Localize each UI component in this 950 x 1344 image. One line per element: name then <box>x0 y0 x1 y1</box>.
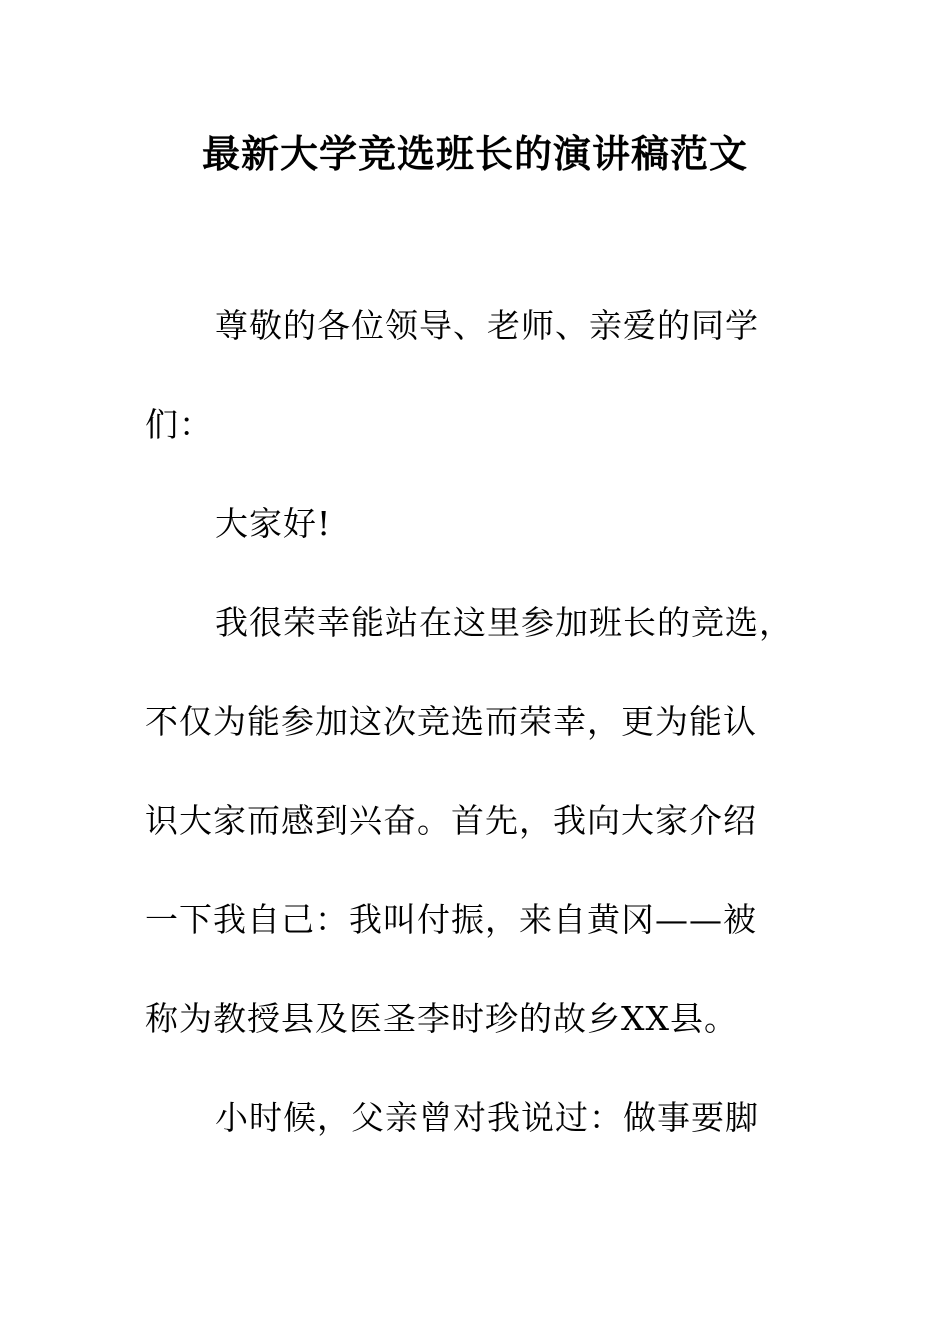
text-line: 尊敬的各位领导、老师、亲爱的同学 <box>215 306 759 345</box>
text-line: 大家好! <box>215 504 332 543</box>
text-line: 们： <box>145 405 213 444</box>
text-line: 一下我自己：我叫付振，来自黄冈——被 <box>145 900 757 939</box>
text-line: 我很荣幸能站在这里参加班长的竞选， <box>215 603 793 642</box>
document-body <box>145 300 793 1191</box>
text-line: 小时候，父亲曾对我说过：做事要脚 <box>215 1098 759 1137</box>
text-line: 称为教授县及医圣李时珍的故乡XX县。 <box>145 999 738 1038</box>
document-title: 最新大学竞选班长的演讲稿范文 <box>201 132 748 176</box>
text-line: 不仅为能参加这次竞选而荣幸，更为能认 <box>145 702 757 741</box>
text-line: 识大家而感到兴奋。首先，我向大家介绍 <box>145 801 757 840</box>
